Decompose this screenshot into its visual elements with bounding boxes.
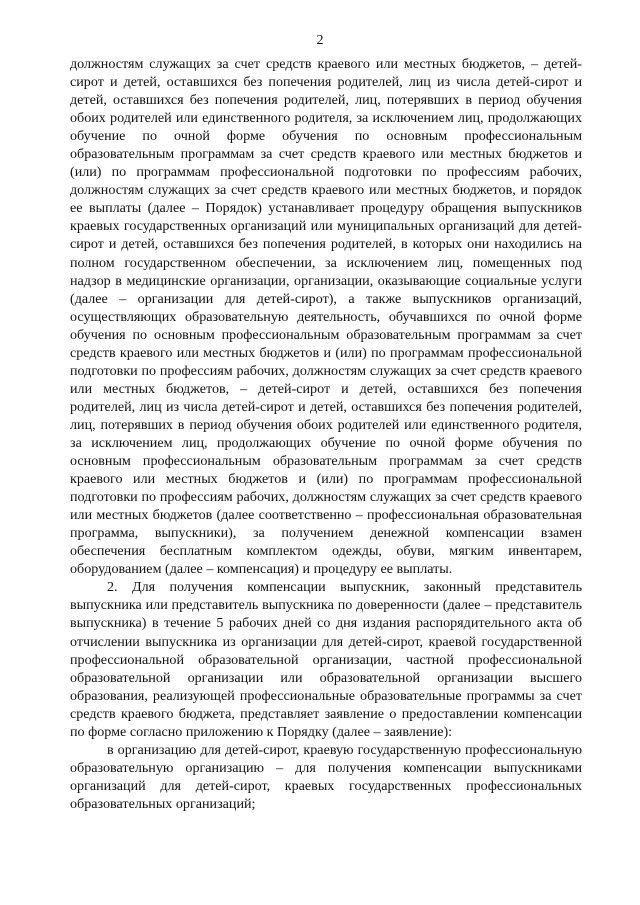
document-body — [70, 55, 582, 813]
page-number: 2 — [316, 33, 324, 48]
paragraph: в организацию для детей-сирот, краевую государственную профессиональную образовательную организацию – для получения компенсации выпускниками организаций для детей-сирот, краевых государственных профессиональных образовательных организаций; — [70, 741, 582, 812]
paragraph: должностям служащих за счет средств краевого или местных бюджетов, – детей-сирот и детей, оставшихся без попечения родителей, лиц из числа детей-сирот и детей, оставшихся без попечения родителей, лиц, потерявших в период обучения обоих родителей или единственного родителя, за исключением лиц, продолжающих обучение по очной форме обучения по основным профессиональным образовательным программам за счет средств краевого или местных бюджетов и (или) по программам профессиональной подготовки по профессиям рабочих, должностям служащих за счет средств краевого или местных бюджетов, и порядок ее выплаты (далее – Порядок) устанавливает процедуру обращения выпускников краевых государственных организаций или муниципальных организаций для детей-сирот и детей, оставшихся без попечения родителей, в которых они находились на полном государственном обеспечении, за исключением лиц, помещенных под надзор в медицинские организации, организации, оказывающие социальные услуги (далее – организации для детей-сирот), а также выпускников организаций, осуществляющих образовательную деятельность, обучавшихся по очной форме обучения по основным профессиональным образовательным программам за счет средств краевого или местных бюджетов и (или) по программам профессиональной подготовки по профессиям рабочих, должностям служащих за счет средств краевого или местных бюджетов, – детей-сирот и детей, оставшихся без попечения родителей, лиц из числа детей-сирот и детей, оставшихся без попечения родителей, лиц, потерявших в период обучения обоих родителей или единственного родителя, за исключением лиц, продолжающих обучение по очной форме обучения по основным профессиональным образовательным программам за счет средств краевого или местных бюджетов и (или) по программам профессиональной подготовки по профессиям рабочих, должностям служащих за счет средств краевого или местных бюджетов (далее соответственно – профессиональная образовательная программа, выпускники), за получением денежной компенсации взамен обеспечения бесплатным комплектом одежды, обуви, мягким инвентарем, оборудованием (далее – компенсация) и процедуру ее выплаты. — [70, 56, 582, 578]
paragraph: 2. Для получения компенсации выпускник, законный представитель выпускника или представитель выпускника по доверенности (далее – представитель выпускника) в течение 5 рабочих дней со дня издания распорядительного акта об отчислении выпускника из организации для детей-сирот, краевой государственной профессиональной образовательной организации, частной профессиональной образовательной организации или образовательной организации высшего образования, реализующей профессиональные образовательные программы за счет средств краевого бюджета, представляет заявление о предоставлении компенсации по форме согласно приложению к Порядку (далее – заявление): — [70, 579, 582, 740]
